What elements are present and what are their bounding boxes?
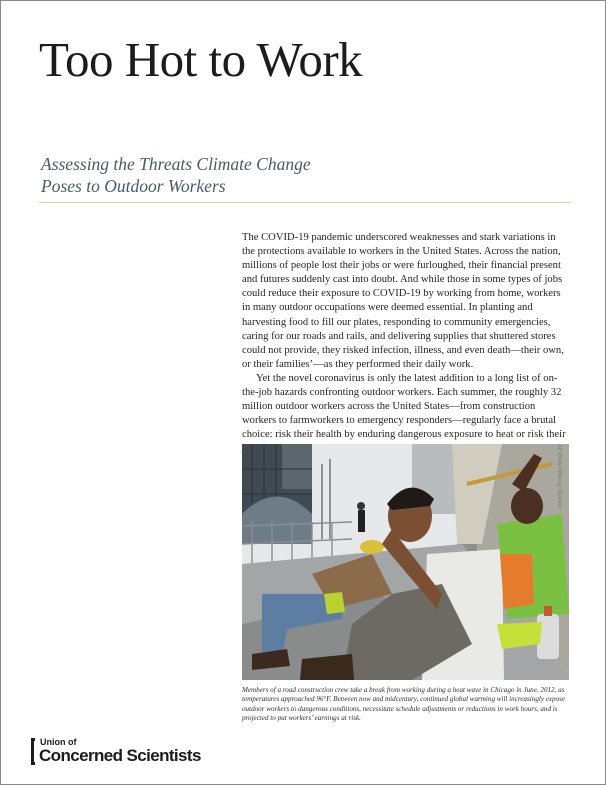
logo-line-2: Concerned Scientists [39,746,201,765]
body-text [242,231,570,457]
section-divider [39,202,571,203]
body-paragraph-1: The COVID-19 pandemic underscored weaknesses and stark variations in the protections available to workers in the United States. Across the nation, millions of people lost their jobs or were furloughed, their financial present and futures suddenly cast into doubt. And while those in some types of jobs could reduce their exposure to COVID-19 by working from home, workers in many outdoor occupations were deemed essential. In planting and harvesting food to fill our plates, responding to community emergencies, caring for our roads and rails, and delivering supplies that shuttered stores could not provide, they risked infection, illness, and even death—their own, or their families’—as they performed their daily work. [242,232,564,370]
subtitle-line-2: Poses to Outdoor Workers [41,176,226,196]
ucs-logo [31,738,231,766]
subtitle-line-1: Assessing the Threats Climate Change [41,154,311,174]
logo-line-1: Union of [40,737,77,747]
photo-credit: AP Photo/Nikolay Tsvetkov [556,444,562,510]
workers-photo [242,444,569,680]
logo-bracket [31,738,35,765]
document-title: Too Hot to Work [39,32,363,87]
document-subtitle [41,153,381,197]
photo-caption: Members of a road construction crew take a break from working during a heat wave in Chicago in June, 2012, as temperatures approached 96°F. Between now and midcentury, continued global warming will increasingly expose outdoor workers to dangerous conditions, necessitate schedule adjustments or reductions in work hours, and is projected to put workers’ earnings at risk. [242,686,566,722]
photo-illustration [242,444,569,680]
body-paragraph-2: Yet the novel coronavirus is only the latest addition to a long list of on-the-job hazards confronting outdoor workers. Each summer, the roughly 32 million outdoor workers across the United States—from construction workers to farmworkers to emergency responders—regularly face a brutal choice: risk their health by enduring dangerous exposure to heat or risk their [242,372,566,441]
